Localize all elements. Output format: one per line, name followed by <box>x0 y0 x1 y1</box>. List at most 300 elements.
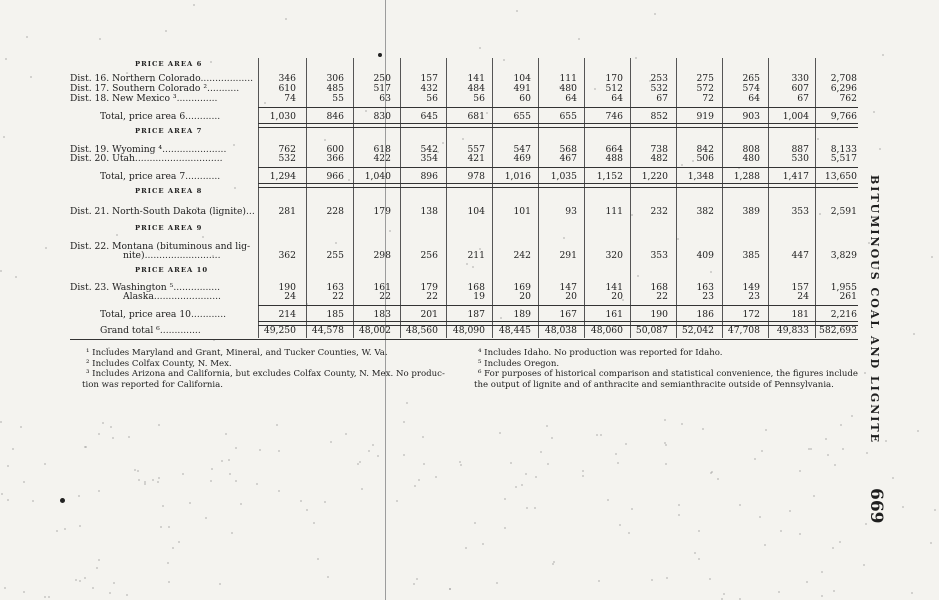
cell-value: 13,650 <box>824 171 857 182</box>
footnote-line: ¹ Includes Maryland and Grant, Mineral, and Tucker Counties, W. Va. <box>86 348 388 358</box>
row-label <box>100 325 201 336</box>
speck <box>482 543 484 545</box>
cell-value: 484 <box>467 83 485 94</box>
cell-value: 645 <box>420 111 438 122</box>
cell-value: 22 <box>426 291 438 302</box>
cell-value: 409 <box>696 250 714 261</box>
cell-value: 64 <box>611 93 623 104</box>
speck <box>423 463 425 465</box>
cell-value: 186 <box>696 309 714 320</box>
speck <box>709 578 711 580</box>
cell-value: 255 <box>326 250 344 261</box>
cell-value: 568 <box>559 144 577 155</box>
speck <box>225 433 227 435</box>
price-area-heading: PRICE AREA 6 <box>135 60 203 68</box>
cell-value: 228 <box>326 206 344 217</box>
row-label-text: Dist. 16. Northern Colorado <box>70 73 201 84</box>
speck <box>635 57 637 59</box>
cell-value: 887 <box>791 144 809 155</box>
leader-dots: ................ <box>173 282 221 293</box>
cell-value: 157 <box>791 282 809 293</box>
speck <box>761 450 763 452</box>
speck <box>840 424 842 426</box>
row-label <box>70 206 255 217</box>
cell-value: 362 <box>278 250 296 261</box>
speck <box>821 595 823 597</box>
speck <box>110 426 112 428</box>
speck <box>137 470 139 472</box>
speck <box>607 499 609 501</box>
cell-value: 574 <box>742 83 760 94</box>
speck <box>278 450 280 452</box>
speck <box>598 580 600 582</box>
speck <box>359 461 361 463</box>
speck <box>813 495 815 497</box>
speck <box>865 523 867 525</box>
speck <box>503 59 505 61</box>
cell-value: 232 <box>650 206 668 217</box>
cell-value: 655 <box>513 111 531 122</box>
cell-value: 491 <box>513 83 531 94</box>
speck <box>578 38 580 40</box>
speck <box>229 473 231 475</box>
speck <box>92 587 94 589</box>
speck <box>534 507 536 509</box>
cell-value: 67 <box>656 93 668 104</box>
cell-value: 506 <box>696 153 714 164</box>
footnote-line: ⁶ For purposes of historical comparison and statistical convenience, the figures include <box>478 369 859 379</box>
row-label-text: nite) <box>123 250 145 261</box>
cell-value: 896 <box>420 171 438 182</box>
cell-value: 163 <box>326 282 344 293</box>
cell-value: 919 <box>696 111 714 122</box>
speck <box>193 4 195 6</box>
speck <box>210 480 212 482</box>
speck <box>219 583 221 585</box>
speck <box>547 463 549 465</box>
speck <box>221 460 223 462</box>
cell-value: 48,060 <box>590 325 623 336</box>
double-rule <box>258 183 858 188</box>
speck <box>160 526 162 528</box>
speck <box>165 30 167 32</box>
speck <box>902 506 904 508</box>
cell-value: 1,294 <box>269 171 296 182</box>
speck <box>810 448 812 450</box>
speck <box>134 469 136 471</box>
cell-value: 382 <box>696 206 714 217</box>
cell-value: 9,766 <box>830 111 857 122</box>
speck <box>357 463 359 465</box>
speck <box>666 577 668 579</box>
cell-value: 557 <box>467 144 485 155</box>
speck <box>617 462 619 464</box>
cell-value: 48,090 <box>452 325 485 336</box>
total-row <box>0 171 857 182</box>
cell-value: 1,030 <box>269 111 296 122</box>
cell-value: 422 <box>373 153 391 164</box>
speck <box>934 509 936 511</box>
speck <box>799 533 801 535</box>
rule <box>258 305 858 306</box>
cell-value: 738 <box>650 144 668 155</box>
cell-value: 447 <box>791 250 809 261</box>
cell-value: 421 <box>467 153 485 164</box>
cell-value: 2,216 <box>830 309 857 320</box>
speck <box>834 464 836 466</box>
cell-value: 385 <box>742 250 760 261</box>
speck <box>466 263 468 265</box>
speck <box>84 577 86 579</box>
row-label <box>100 171 220 182</box>
cell-value: 346 <box>278 73 296 84</box>
cell-value: 6,296 <box>830 83 857 94</box>
row-label-text: Dist. 20. Utah <box>70 153 135 164</box>
cell-value: 167 <box>559 309 577 320</box>
speck <box>278 490 280 492</box>
cell-value: 64 <box>748 93 760 104</box>
cell-value: 306 <box>326 73 344 84</box>
speck <box>799 470 801 472</box>
speck <box>582 470 584 472</box>
cell-value: 138 <box>420 206 438 217</box>
speck <box>78 495 80 497</box>
speck <box>85 446 87 448</box>
cell-value: 44,578 <box>311 325 344 336</box>
speck <box>372 444 374 446</box>
cell-value: 149 <box>742 282 760 293</box>
speck <box>631 508 633 510</box>
speck <box>23 591 25 593</box>
speck <box>892 477 894 479</box>
cell-value: 141 <box>467 73 485 84</box>
speck <box>168 526 170 528</box>
speck <box>0 270 2 272</box>
cell-value: 530 <box>791 153 809 164</box>
speck <box>361 488 363 490</box>
speck <box>158 424 160 426</box>
speck <box>628 532 630 534</box>
cell-value: 190 <box>650 309 668 320</box>
double-rule <box>258 123 858 128</box>
cell-value: 1,288 <box>733 171 760 182</box>
speck <box>259 449 261 451</box>
cell-value: 250 <box>373 73 391 84</box>
table-row <box>0 93 857 104</box>
speck <box>516 10 518 12</box>
speck <box>172 547 174 549</box>
speck <box>256 483 258 485</box>
leader-dots: .............. <box>159 325 201 336</box>
speck <box>863 564 865 566</box>
speck <box>377 455 379 457</box>
row-label-text: Alaska <box>123 291 154 302</box>
speck <box>413 583 415 585</box>
row-label-text: Grand total ⁶ <box>100 325 160 336</box>
speck <box>144 483 146 485</box>
speck <box>98 433 100 435</box>
speck <box>833 590 835 592</box>
footnote-line: ³ Includes Arizona and California, but excludes Colfax County, N. Mex. No produc- <box>86 369 445 379</box>
cell-value: 163 <box>696 282 714 293</box>
cell-value: 72 <box>702 93 714 104</box>
speck <box>474 522 476 524</box>
speck <box>789 510 791 512</box>
cell-value: 147 <box>559 282 577 293</box>
speck <box>44 596 46 598</box>
row-label <box>70 153 223 164</box>
speck <box>694 552 696 554</box>
speck <box>182 473 184 475</box>
speck <box>806 581 808 583</box>
cell-value: 572 <box>696 83 714 94</box>
speck <box>414 485 416 487</box>
cell-value: 183 <box>373 309 391 320</box>
speck <box>12 448 14 450</box>
speck <box>710 271 712 273</box>
speck <box>472 266 474 268</box>
speck <box>817 138 819 140</box>
cell-value: 111 <box>605 206 623 217</box>
speck <box>98 490 100 492</box>
speck <box>113 582 115 584</box>
speck <box>138 479 140 481</box>
cell-value: 903 <box>742 111 760 122</box>
cell-value: 281 <box>278 206 296 217</box>
speck <box>168 581 170 583</box>
cell-value: 842 <box>696 144 714 155</box>
speck <box>739 504 741 506</box>
cell-value: 161 <box>373 282 391 293</box>
speck <box>167 562 169 564</box>
speck <box>178 541 180 543</box>
speck <box>64 528 66 530</box>
running-title: BITUMINOUS COAL AND LIGNITE <box>868 175 881 444</box>
speck <box>109 592 111 594</box>
speck <box>205 517 207 519</box>
speck <box>235 447 237 449</box>
speck <box>228 459 230 461</box>
speck <box>625 443 627 445</box>
speck <box>324 501 326 503</box>
speck <box>144 481 146 483</box>
speck <box>7 465 9 467</box>
cell-value: 1,040 <box>364 171 391 182</box>
speck <box>499 432 501 434</box>
speck <box>79 525 81 527</box>
speck <box>157 481 159 483</box>
speck <box>504 498 506 500</box>
speck <box>128 436 130 438</box>
speck <box>345 433 347 435</box>
speck <box>510 462 512 464</box>
footnote-line: ² Includes Colfax County, N. Mex. <box>86 358 232 369</box>
total-row <box>0 325 857 336</box>
speck <box>678 504 680 506</box>
cell-value: 2,591 <box>830 206 857 217</box>
speck <box>677 238 679 240</box>
table-row <box>0 153 857 164</box>
cell-value: 201 <box>420 309 438 320</box>
leader-dots: ...................... <box>162 144 227 155</box>
speck <box>330 441 332 443</box>
price-area-heading: PRICE AREA 10 <box>135 266 209 274</box>
cell-value: 211 <box>467 250 485 261</box>
row-label-text: Dist. 19. Wyoming ⁴ <box>70 144 163 155</box>
speck <box>152 479 154 481</box>
speck <box>710 472 712 474</box>
speck <box>396 500 398 502</box>
cell-value: 22 <box>332 291 344 302</box>
cell-value: 56 <box>426 93 438 104</box>
speck <box>20 426 22 428</box>
cell-value: 19 <box>473 291 485 302</box>
speck <box>403 421 405 423</box>
speck <box>839 541 841 543</box>
cell-value: 1,417 <box>782 171 809 182</box>
speck <box>698 558 700 560</box>
cell-value: 157 <box>420 73 438 84</box>
cell-value: 172 <box>742 309 760 320</box>
cell-value: 8,133 <box>830 144 857 155</box>
cell-value: 1,004 <box>782 111 809 122</box>
speck <box>389 230 391 232</box>
speck <box>619 524 621 526</box>
cell-value: 64 <box>565 93 577 104</box>
speck <box>116 234 118 236</box>
cell-value: 432 <box>420 83 438 94</box>
cell-value: 56 <box>473 93 485 104</box>
price-area-heading: PRICE AREA 9 <box>135 224 203 232</box>
cell-value: 512 <box>605 83 623 94</box>
speck <box>637 275 639 277</box>
cell-value: 1,955 <box>830 282 857 293</box>
cell-value: 23 <box>702 291 714 302</box>
cell-value: 852 <box>650 111 668 122</box>
speck <box>717 478 719 480</box>
speck <box>403 454 405 456</box>
speck <box>698 530 700 532</box>
speck <box>422 436 424 438</box>
speck <box>553 561 555 563</box>
speck <box>821 571 823 573</box>
cell-value: 681 <box>467 111 485 122</box>
speck <box>112 437 114 439</box>
cell-value: 532 <box>650 83 668 94</box>
row-label-text: Dist. 17. Southern Colorado ² <box>70 83 208 94</box>
speck <box>535 476 537 478</box>
speck <box>56 530 58 532</box>
row-label-text: Dist. 22. Montana (bituminous and lig- <box>70 241 251 252</box>
cell-value: 20 <box>565 291 577 302</box>
footnote-line: tion was reported for California. <box>82 379 224 390</box>
leader-dots: ... <box>245 206 255 217</box>
cell-value: 1,016 <box>504 171 531 182</box>
cell-value: 179 <box>420 282 438 293</box>
speck <box>778 591 780 593</box>
cell-value: 1,152 <box>596 171 623 182</box>
speck <box>754 458 756 460</box>
speck <box>75 579 77 581</box>
speck <box>504 527 506 529</box>
row-label <box>70 93 217 104</box>
cell-value: 3,829 <box>830 250 857 261</box>
row-label-text: Dist. 23. Washington ⁵ <box>70 282 174 293</box>
cell-value: 253 <box>650 73 668 84</box>
row-label-text: Dist. 21. North-South Dakota (lignite) <box>70 206 246 217</box>
leader-dots: ........... <box>207 83 240 94</box>
cell-value: 298 <box>373 250 391 261</box>
cell-value: 610 <box>278 83 296 94</box>
cell-value: 22 <box>656 291 668 302</box>
row-label-text: Total, price area 10 <box>100 309 192 320</box>
speck <box>615 453 617 455</box>
speck <box>460 464 462 466</box>
cell-value: 330 <box>791 73 809 84</box>
speck <box>418 479 420 481</box>
leader-dots: ............ <box>185 111 221 122</box>
speck <box>540 451 542 453</box>
speck <box>1 493 3 495</box>
speck <box>885 440 887 442</box>
speck <box>723 593 725 595</box>
cell-value: 161 <box>605 309 623 320</box>
speck <box>678 514 680 516</box>
speck <box>102 422 104 424</box>
speck <box>681 164 683 166</box>
cell-value: 49,250 <box>263 325 296 336</box>
row-label <box>123 291 221 302</box>
cell-value: 170 <box>605 73 623 84</box>
cell-value: 190 <box>278 282 296 293</box>
speck <box>3 136 5 138</box>
cell-value: 24 <box>284 291 296 302</box>
cell-value: 168 <box>650 282 668 293</box>
cell-value: 189 <box>513 309 531 320</box>
table-row <box>0 250 857 261</box>
speck <box>126 594 128 596</box>
cell-value: 354 <box>420 153 438 164</box>
speck <box>664 442 666 444</box>
cell-value: 762 <box>278 144 296 155</box>
rule <box>258 107 858 108</box>
speck <box>546 425 548 427</box>
speck <box>664 419 666 421</box>
row-label <box>100 111 220 122</box>
table-row <box>0 291 857 302</box>
cell-value: 261 <box>839 291 857 302</box>
total-row <box>0 111 857 122</box>
cell-value: 1,220 <box>641 171 668 182</box>
cell-value: 22 <box>379 291 391 302</box>
speck <box>240 503 242 505</box>
cell-value: 366 <box>326 153 344 164</box>
speck <box>327 576 329 578</box>
cell-value: 618 <box>373 144 391 155</box>
cell-value: 52,042 <box>681 325 714 336</box>
cell-value: 275 <box>696 73 714 84</box>
cell-value: 256 <box>420 250 438 261</box>
speck <box>32 500 34 502</box>
leader-dots: .......................... <box>144 250 221 261</box>
row-label-text: Dist. 18. New Mexico ³ <box>70 93 177 104</box>
speck <box>780 530 782 532</box>
speck <box>15 276 17 278</box>
cell-value: 600 <box>326 144 344 155</box>
page-number: 669 <box>866 488 886 524</box>
speck <box>406 402 408 404</box>
cell-value: 187 <box>467 309 485 320</box>
